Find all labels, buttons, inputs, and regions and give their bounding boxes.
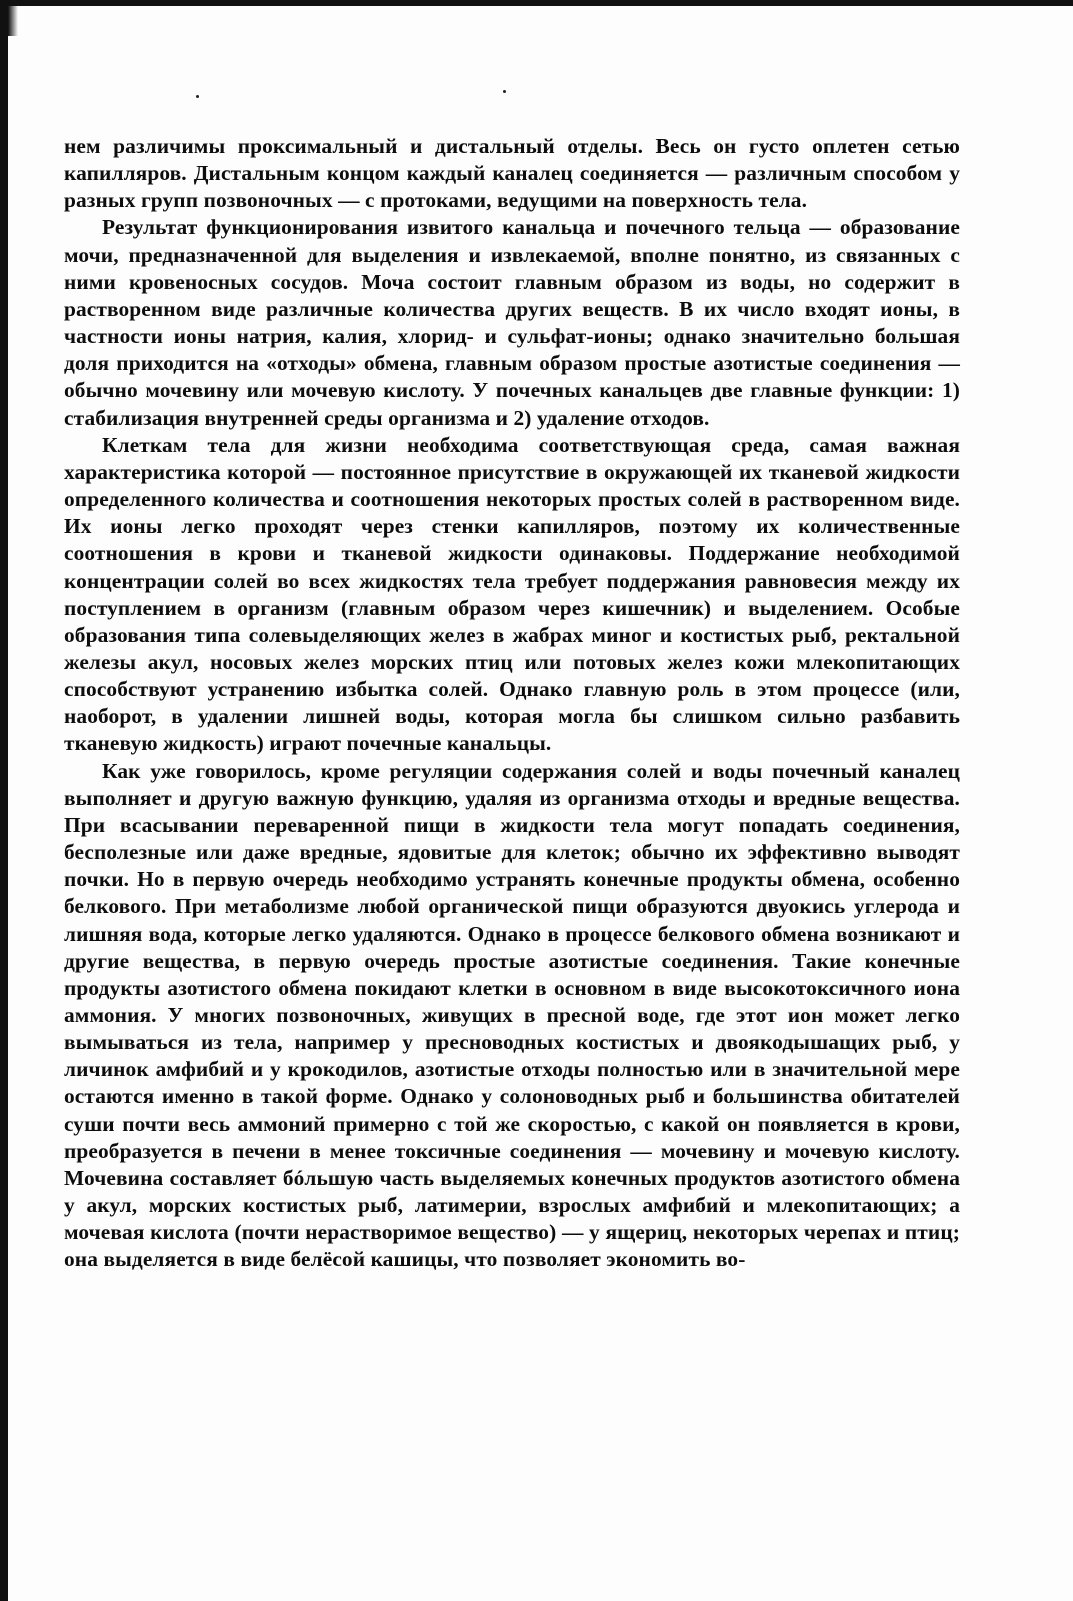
scan-speck xyxy=(503,90,506,93)
scan-speck xyxy=(196,95,199,98)
paragraph-3: Клеткам тела для жизни необходима соответствующая среда, самая важная характеристика которой — постоянное присутствие в окружающей их тканевой жидкости определенного количества и соотношения некоторых простых солей в растворенном виде. Их ионы легко проходят через стенки капилляров, поэтому их количественные соотношения в крови и тканевой жидкости одинаковы. Поддержание необходимой концентрации солей во всех жидкостях тела требует поддержания равновесия между их поступлением в организм (главным образом через кишечник) и выделением. Особые образования типа солевыделяющих желез в жабрах миног и костистых рыб, ректальной железы акул, носовых желез морских птиц или потовых желез кожи млекопитающих способствуют устранению избытка солей. Однако главную роль в этом процессе (или, наоборот, в удалении лишней воды, которая могла бы слишком сильно разбавить тканевую жидкость) играют почечные канальцы. xyxy=(64,432,960,756)
paragraph-1: нем различимы проксимальный и дистальный отделы. Весь он густо оплетен сетью капилляров. Дистальным концом каждый каналец соединяется — различным способом у разных групп позвоночных — с протоками, ведущими на поверхность тела. xyxy=(64,134,960,213)
body-text xyxy=(64,133,960,1274)
scan-left-edge xyxy=(0,0,8,1601)
paragraph-4: Как уже говорилось, кроме регуляции содержания солей и воды почечный каналец выполняет и другую важную функцию, удаляя из организма отходы и вредные вещества. При всасывании переваренной пищи в жидкости тела могут попадать соединения, бесполезные или даже вредные, ядовитые для клеток; обычно их эффективно выводят почки. Но в первую очередь необходимо устранять конечные продукты обмена, особенно белкового. При метаболизме любой органической пищи образуются двуокись углерода и лишняя вода, которые легко удаляются. Однако в процессе белкового обмена возникают и другие вещества, в первую очередь простые азотистые соединения. Такие конечные продукты азотистого обмена покидают клетки в основном в виде высокотоксичного иона аммония. У многих позвоночных, живущих в пресной воде, где этот ион может легко вымываться из тела, например у пресноводных костистых и двоякодышащих рыб, у личинок амфибий и у крокодилов, азотистые отходы полностью или в значительной мере остаются именно в такой форме. Однако у солоноводных рыб и большинства обитателей суши почти весь аммоний примерно с той же скоростью, с какой он появляется в крови, преобразуется в печени в менее токсичные соединения — мочевину и мочевую кислоту. Мочевина составляет бóльшую часть выделяемых конечных продуктов азотистого обмена у акул, морских костистых рыб, латимерии, взрослых амфибий и млекопитающих; а мочевая кислота (почти нерастворимое вещество) — у ящериц, некоторых черепах и птиц; она выделяется в виде белёсой кашицы, что позволяет экономить во- xyxy=(64,758,960,1272)
scan-edge-shadow xyxy=(8,6,18,36)
paragraph-2: Результат функционирования извитого канальца и почечного тельца — образование мочи, предназначенной для выделения и извлекаемой, вполне понятно, из связанных с ними кровеносных сосудов. Моча состоит главным образом из воды, но содержит в растворенном виде различные количества других веществ. В их число входят ионы, в частности ионы натрия, калия, хлорид- и сульфат-ионы; однако значительно большая доля приходится на «отходы» обмена, главным образом простые азотистые соединения — обычно мочевину или мочевую кислоту. У почечных канальцев две главные функции: 1) стабилизация внутренней среды организма и 2) удаление отходов. xyxy=(64,215,960,430)
scan-top-edge xyxy=(0,0,1073,6)
